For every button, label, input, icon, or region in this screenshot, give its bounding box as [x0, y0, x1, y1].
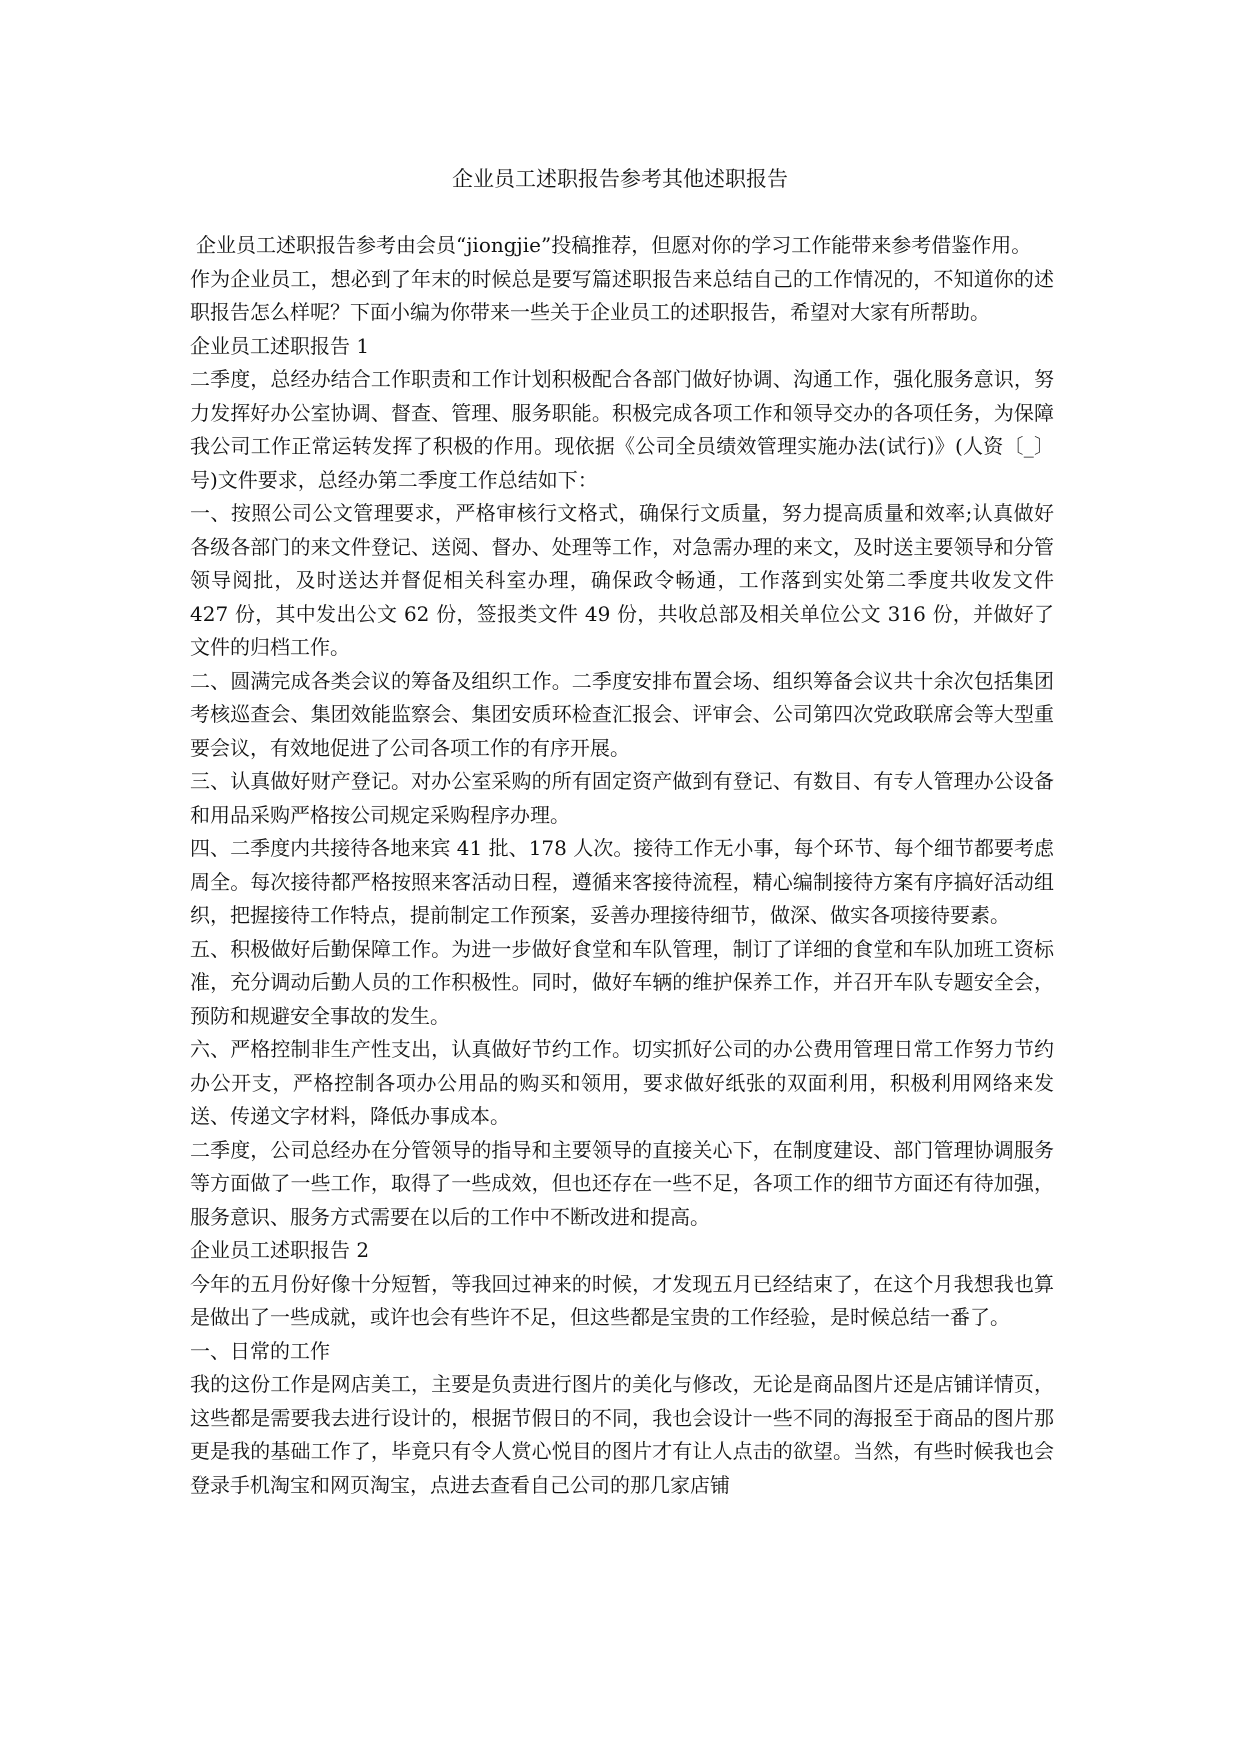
- section-heading-report-2: 企业员工述职报告 2: [190, 1238, 370, 1262]
- body-paragraph: 三、认真做好财产登记。对办公室采购的所有固定资产做到有登记、有数目、有专人管理办公设备和用品采购严格按公司规定采购程序办理。: [190, 769, 1054, 827]
- body-paragraph: 六、严格控制非生产性支出，认真做好节约工作。切实抓好公司的办公费用管理日常工作努力节约办公开支，严格控制各项办公用品的购买和领用，要求做好纸张的双面利用，积极利用网络来发送、传递文字材料，降低办事成本。: [190, 1037, 1054, 1128]
- body-paragraph: 二季度，总经办结合工作职责和工作计划积极配合各部门做好协调、沟通工作，强化服务意识，努力发挥好办公室协调、督查、管理、服务职能。积极完成各项工作和领导交办的各项任务，为保障我公司工作正常运转发挥了积极的作用。现依据《公司全员绩效管理实施办法(试行)》(人资〔_〕号)文件要求，总经办第二季度工作总结如下：: [190, 367, 1054, 492]
- body-paragraph: 今年的五月份好像十分短暂，等我回过神来的时候，才发现五月已经结束了，在这个月我想我也算是做出了一些成就，或许也会有些许不足，但这些都是宝贵的工作经验，是时候总结一番了。: [190, 1271, 1054, 1329]
- intro-paragraph: 企业员工述职报告参考由会员“jiongjie”投稿推荐，但愿对你的学习工作能带来参考借鉴作用。: [196, 233, 1032, 257]
- body-paragraph: 二、圆满完成各类会议的筹备及组织工作。二季度安排布置会场、组织筹备会议共十余次包括集团考核巡查会、集团效能监察会、集团安质环检查汇报会、评审会、公司第四次党政联席会等大型重要会议，有效地促进了公司各项工作的有序开展。: [190, 668, 1054, 760]
- section-heading-report-1: 企业员工述职报告 1: [190, 333, 370, 358]
- body-paragraph: 一、按照公司公文管理要求，严格审核行文格式，确保行文质量，努力提高质量和效率;认真做好各级各部门的来文件登记、送阅、督办、处理等工作，对急需办理的来文，及时送主要领导和分管领导阅批，及时送达并督促相关科室办理，确保政令畅通，工作落到实处第二季度共收发文件 427 份，其中发出公文 62 份，签报类文件 49 份，共收总部及相关单位公文 316 份，并做好了文件的归档工作。: [190, 501, 1054, 659]
- subheading-daily-work: 一、日常的工作: [190, 1338, 330, 1363]
- document-title: 企业员工述职报告参考其他述职报告: [452, 167, 788, 191]
- document-body: [190, 229, 1054, 1502]
- body-paragraph: 五、积极做好后勤保障工作。为进一步做好食堂和车队管理，制订了详细的食堂和车队加班工资标准，充分调动后勤人员的工作积极性。同时，做好车辆的维护保养工作，并召开车队专题安全会，预防和规避安全事故的发生。: [190, 936, 1054, 1028]
- body-paragraph: 四、二季度内共接待各地来宾 41 批、178 人次。接待工作无小事，每个环节、每个细节都要考虑周全。每次接待都严格按照来客活动日程，遵循来客接待流程，精心编制接待方案有序搞好活动组织，把握接待工作特点，提前制定工作预案，妥善办理接待细节，做深、做实各项接待要素。: [190, 836, 1054, 927]
- preface-paragraph: 作为企业员工，想必到了年末的时候总是要写篇述职报告来总结自己的工作情况的，不知道你的述职报告怎么样呢？下面小编为你带来一些关于企业员工的述职报告，希望对大家有所帮助。: [190, 266, 1054, 324]
- body-paragraph: 我的这份工作是网店美工，主要是负责进行图片的美化与修改，无论是商品图片还是店铺详情页，这些都是需要我去进行设计的，根据节假日的不同，我也会设计一些不同的海报至于商品的图片那更是我的基础工作了，毕竟只有令人赏心悦目的图片才有让人点击的欲望。当然，有些时候我也会登录手机淘宝和网页淘宝，点进去查看自己公司的那几家店铺: [190, 1372, 1054, 1497]
- body-paragraph: 二季度，公司总经办在分管领导的指导和主要领导的直接关心下，在制度建设、部门管理协调服务等方面做了一些工作，取得了一些成效，但也还存在一些不足，各项工作的细节方面还有待加强，服务意识、服务方式需要在以后的工作中不断改进和提高。: [190, 1137, 1054, 1229]
